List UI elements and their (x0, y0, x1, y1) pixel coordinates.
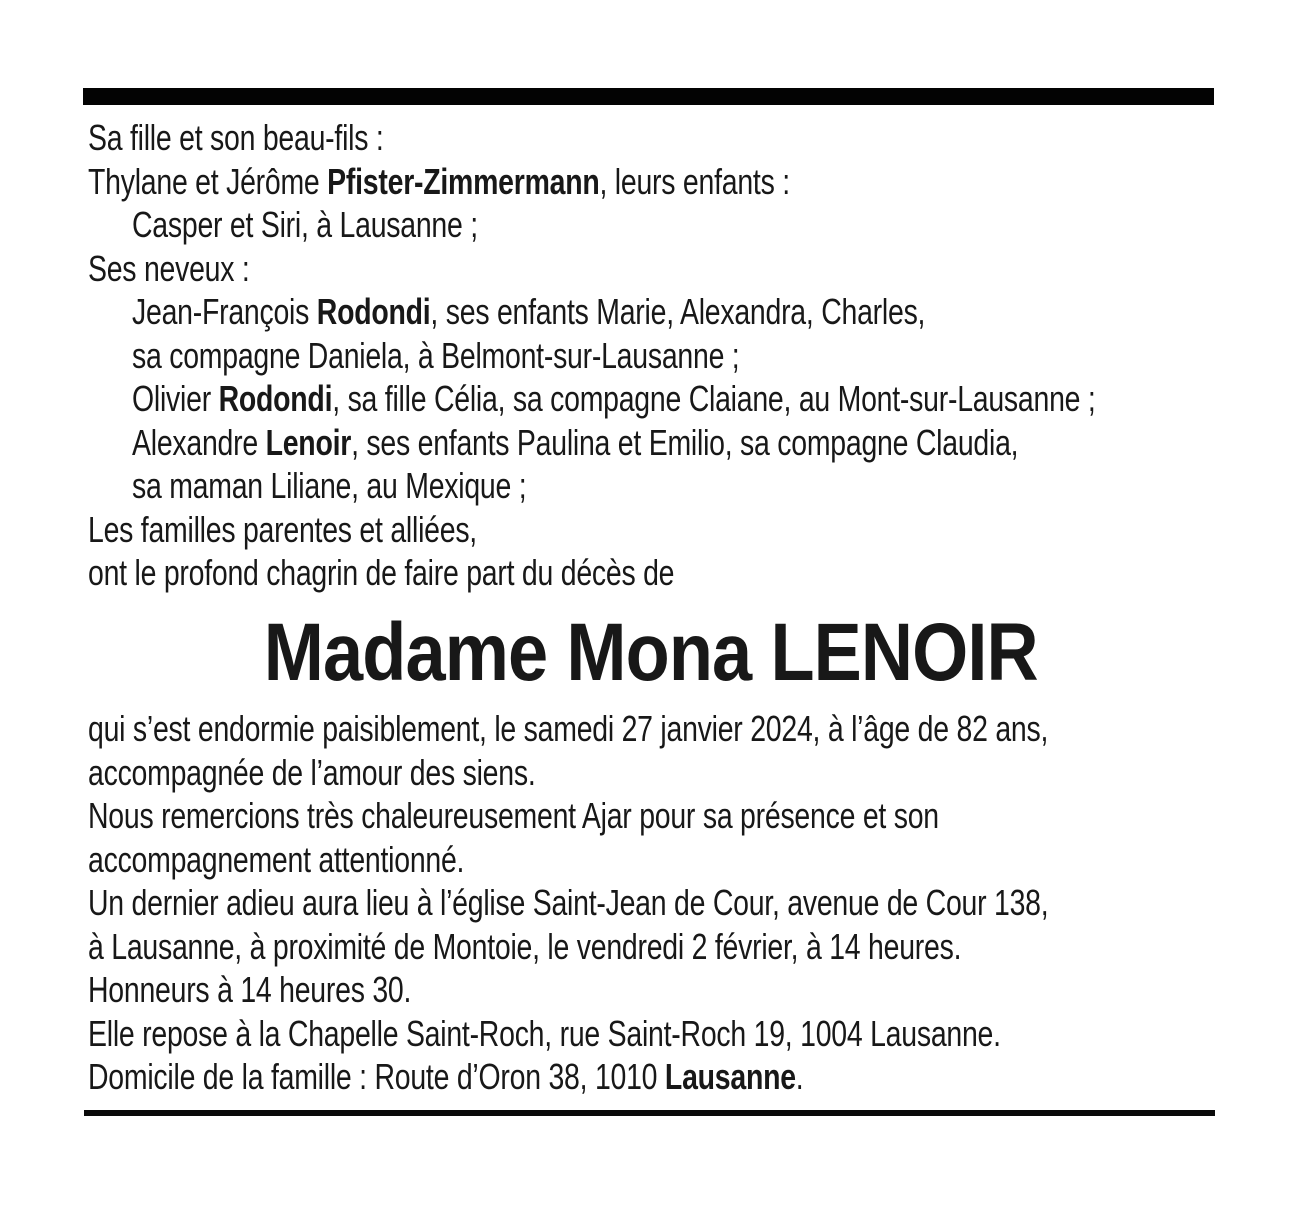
text-segment: qui s’est endormie paisiblement, le samedi 27 janvier 2024, à l’âge de 82 ans, (88, 708, 1049, 749)
text-segment: , sa fille Célia, sa compagne Claiane, au Mont-sur-Lausanne ; (332, 378, 1096, 419)
family-name-bold: Lenoir (265, 421, 352, 463)
notice-line (88, 1055, 1296, 1099)
top-black-rule (83, 88, 1214, 105)
text-segment: Honneurs à 14 heures 30. (88, 969, 412, 1010)
notice-line (88, 377, 1296, 421)
notice-line (88, 751, 1296, 795)
notice-line (88, 247, 1296, 291)
notice-line (88, 925, 1296, 969)
text-segment: accompagnée de l’amour des siens. (88, 751, 536, 793)
text-segment: Sa fille et son beau-fils : (88, 117, 384, 158)
notice-body-block (88, 707, 1296, 1099)
text-segment: , leurs enfants : (599, 160, 790, 202)
text-segment: Elle repose à la Chapelle Saint-Roch, rue Saint-Roch 19, 1004 Lausanne. (88, 1012, 1001, 1054)
notice-line (88, 968, 1296, 1012)
text-segment: , ses enfants Paulina et Emilio, sa compagne Claudia, (351, 421, 1019, 463)
notice-line (88, 421, 1296, 465)
text-segment: sa maman Liliane, au Mexique ; (132, 465, 527, 506)
text-segment: . (795, 1056, 804, 1097)
text-segment: Nous remercions très chaleureusement Ajar pour sa présence et son (88, 795, 939, 836)
notice-line (88, 334, 1296, 378)
text-segment: Olivier (132, 378, 219, 419)
notice-line (88, 794, 1296, 838)
city-name-bold: Lausanne (664, 1056, 796, 1097)
family-intro-block (88, 116, 1296, 595)
notice-line (88, 1012, 1296, 1056)
bottom-black-rule (84, 1110, 1215, 1116)
text-segment: sa compagne Daniela, à Belmont-sur-Lausanne ; (132, 334, 740, 376)
notice-line (88, 838, 1296, 882)
deceased-name-title (88, 607, 1214, 698)
text-segment: , ses enfants Marie, Alexandra, Charles, (430, 291, 926, 332)
text-segment: Jean-François (132, 291, 317, 332)
notice-line (88, 116, 1296, 160)
text-segment: Alexandre (132, 421, 266, 463)
text-segment: Thylane et Jérôme (88, 160, 328, 202)
notice-line (88, 290, 1296, 334)
text-segment: Domicile de la famille : Route d’Oron 38, 1010 (88, 1056, 665, 1097)
text-segment: Un dernier adieu aura lieu à l’église Saint-Jean de Cour, avenue de Cour 138, (88, 882, 1049, 923)
text-segment: Les familles parentes et alliées, (88, 508, 477, 550)
text-segment: accompagnement attentionné. (88, 838, 465, 880)
text-segment: Casper et Siri, à Lausanne ; (132, 204, 478, 245)
family-name-bold: Rodondi (316, 291, 431, 332)
notice-line (88, 551, 1296, 595)
notice-line (88, 707, 1296, 751)
deceased-name-text: Madame Mona LENOIR (263, 607, 1039, 698)
notice-line (88, 464, 1296, 508)
text-segment: à Lausanne, à proximité de Montoie, le vendredi 2 février, à 14 heures. (88, 925, 962, 967)
notice-line (88, 508, 1296, 552)
notice-line (88, 160, 1296, 204)
text-segment: Ses neveux : (88, 247, 250, 289)
notice-line (88, 203, 1296, 247)
family-name-bold: Pfister-Zimmermann (327, 160, 600, 202)
notice-line (88, 881, 1296, 925)
text-segment: ont le profond chagrin de faire part du décès de (88, 552, 675, 593)
family-name-bold: Rodondi (218, 378, 333, 419)
